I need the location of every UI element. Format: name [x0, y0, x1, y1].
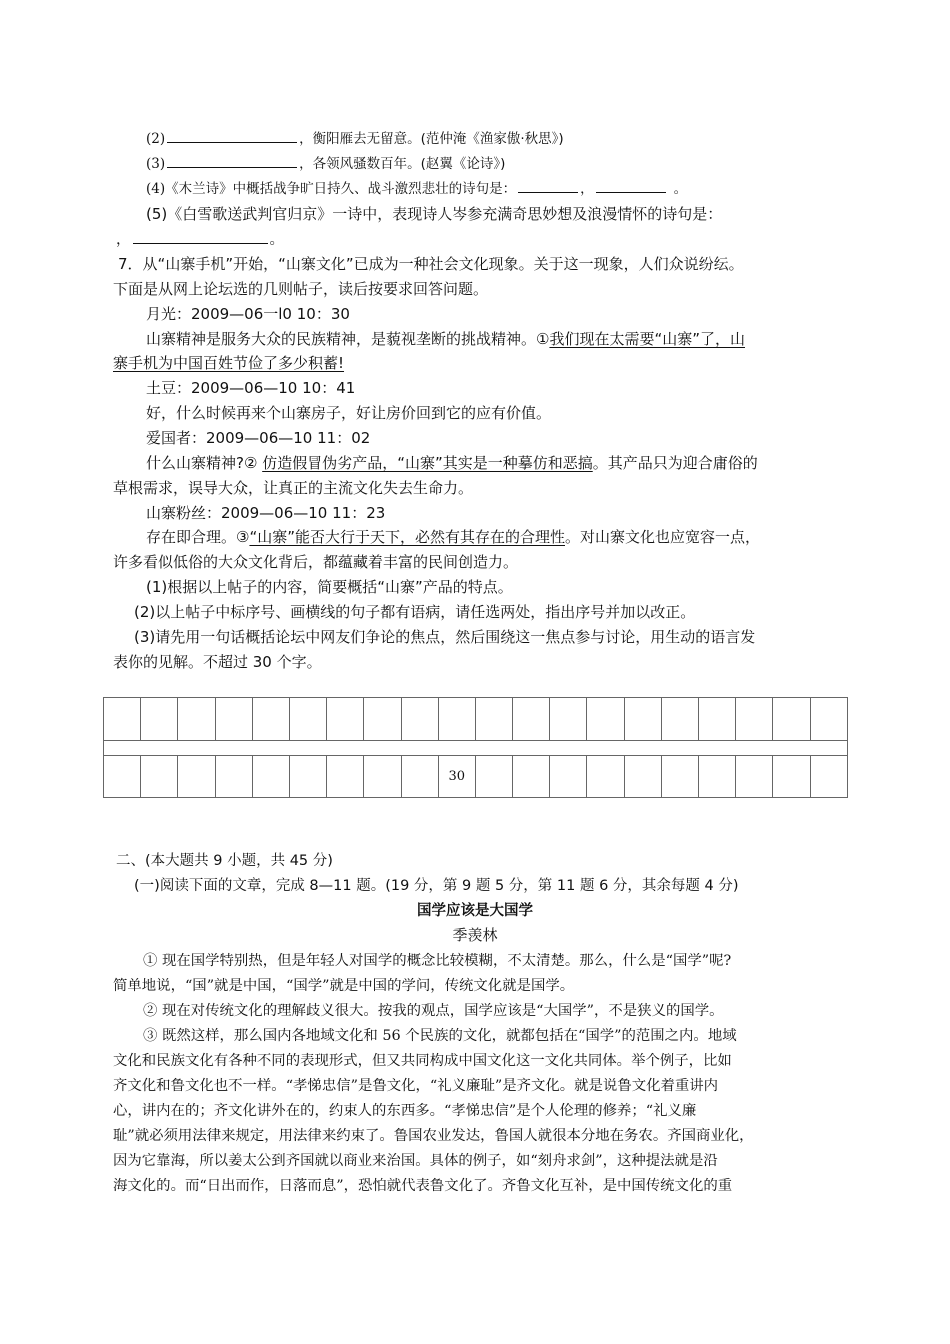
post-2-header: 土豆：2009—06—10 10：41 [146, 379, 356, 397]
grid-cell[interactable] [736, 756, 773, 798]
grid-row-1 [104, 698, 848, 741]
section-2-subheader: (一)阅读下面的文章，完成 8—11 题。(19 分，第 9 题 5 分，第 11 题 6 分，其余每题 4 分) [134, 878, 739, 894]
post-3-body: 什么山寨精神?② 仿造假冒伪劣产品，“山寨”其实是一种摹仿和恶搞。其产品只为迎合庸俗的 [146, 454, 758, 472]
answer-blank[interactable] [596, 178, 666, 193]
post-3-body-cont: 草根需求，误导大众，让真正的主流文化失去生命力。 [113, 479, 474, 497]
post-4-body: 存在即合理。③“山寨”能否大行于天下，必然有其存在的合理性。对山寨文化也应宽容一点， [146, 528, 761, 546]
article-para-3-line-3: 齐文化和鲁文化也不一样。“孝悌忠信”是鲁文化，“礼义廉耻”是齐文化。就是说鲁文化着重讲内 [113, 1078, 719, 1094]
answer-grid [103, 697, 848, 798]
grid-cell[interactable] [104, 756, 141, 798]
grid-cell[interactable] [513, 756, 550, 798]
grid-cell-word-count-mark[interactable]: 30 [438, 756, 475, 798]
article-para-1-cont: 简单地说，“国”就是中国，“国学”就是中国的学问，传统文化就是国学。 [113, 978, 575, 994]
grid-cell[interactable] [252, 698, 289, 741]
article-para-3-line-6: 因为它靠海，所以姜太公到齐国就以商业来治国。具体的例子，如“刻舟求剑”，这种提法就是沿 [113, 1153, 718, 1169]
grid-cell[interactable] [661, 756, 698, 798]
article-author: 季羡林 [452, 926, 498, 944]
section-2-header: 二、(本大题共 9 小题，共 45 分) [116, 853, 333, 869]
grid-cell[interactable] [475, 698, 512, 741]
grid-cell[interactable] [178, 698, 215, 741]
post-4-body-cont: 许多看似低俗的大众文化背后，都蕴藏着丰富的民间创造力。 [113, 553, 519, 571]
answer-blank[interactable] [167, 128, 297, 143]
q6-item-4: (4)《木兰诗》中概括战争旷日持久、战斗激烈悲壮的诗句是： ， 。 [146, 178, 687, 199]
answer-blank[interactable] [518, 178, 578, 193]
grid-cell[interactable] [327, 698, 364, 741]
post-1-body-cont: 寨手机为中国百姓节俭了多少积蓄! [113, 354, 345, 372]
grid-cell[interactable] [773, 756, 810, 798]
q7-intro-line1: 7．从“山寨手机”开始，“山寨文化”已成为一种社会文化现象。关于这一现象，人们众说纷纭。 [118, 255, 744, 273]
q7-subquestion-2: (2)以上帖子中标序号、画横线的句子都有语病，请任选两处，指出序号并加以改正。 [134, 603, 696, 621]
grid-cell[interactable] [699, 756, 736, 798]
q6-item-2: (2) ，衡阳雁去无留意。(范仲淹《渔家傲·秋思》) [146, 128, 564, 149]
grid-cell[interactable] [141, 698, 178, 741]
q7-subquestion-1: (1)根据以上帖子的内容，简要概括“山寨”产品的特点。 [146, 578, 513, 596]
article-para-3-line-2: 文化和民族文化有各种不同的表现形式，但又共同构成中国文化这一文化共同体。举个例子，比如 [113, 1053, 732, 1069]
answer-blank[interactable] [133, 229, 268, 244]
grid-cell[interactable] [475, 756, 512, 798]
q6-item-5-answer: ， 。 [116, 229, 284, 250]
grid-cell[interactable] [736, 698, 773, 741]
q7-intro-line2: 下面是从网上论坛选的几则帖子，读后按要求回答问题。 [113, 280, 489, 298]
grid-cell[interactable] [104, 698, 141, 741]
grid-cell[interactable] [364, 756, 401, 798]
grid-cell[interactable] [438, 698, 475, 741]
grid-cell[interactable] [289, 756, 326, 798]
post-4-header: 山寨粉丝：2009—06—10 11：23 [146, 504, 386, 522]
grid-cell[interactable] [178, 756, 215, 798]
grid-cell[interactable] [289, 698, 326, 741]
grid-cell[interactable] [215, 698, 252, 741]
grid-cell[interactable] [699, 698, 736, 741]
grid-cell[interactable] [364, 698, 401, 741]
post-1-body: 山寨精神是服务大众的民族精神，是藐视垄断的挑战精神。①我们现在太需要“山寨”了，山 [146, 330, 745, 348]
grid-cell[interactable] [252, 756, 289, 798]
article-para-2: ② 现在对传统文化的理解歧义很大。按我的观点，国学应该是“大国学”，不是狭义的国学。 [143, 1003, 724, 1019]
grid-cell[interactable] [141, 756, 178, 798]
grid-cell[interactable] [587, 698, 624, 741]
grid-cell[interactable] [810, 698, 847, 741]
grid-cell[interactable] [587, 756, 624, 798]
q6-item-5: (5)《白雪歌送武判官归京》一诗中，表现诗人岑参充满奇思妙想及浪漫情怀的诗句是： [146, 205, 723, 223]
q7-subquestion-3-cont: 表你的见解。不超过 30 个字。 [113, 653, 322, 671]
q7-subquestion-3: (3)请先用一句话概括论坛中网友们争论的焦点，然后围绕这一焦点参与讨论，用生动的语言发 [134, 628, 756, 646]
grid-cell[interactable] [661, 698, 698, 741]
grid-cell[interactable] [550, 756, 587, 798]
grid-spacer-row [104, 741, 848, 756]
grid-cell[interactable] [401, 698, 438, 741]
grid-cell[interactable] [773, 698, 810, 741]
grid-row-2 [104, 756, 848, 798]
grid-cell[interactable] [327, 756, 364, 798]
grid-cell[interactable] [810, 756, 847, 798]
grid-cell[interactable] [401, 756, 438, 798]
post-3-header: 爱国者：2009—06—10 11：02 [146, 429, 371, 447]
article-title: 国学应该是大国学 [417, 903, 533, 919]
article-para-3: ③ 既然这样，那么国内各地域文化和 56 个民族的文化，就都包括在“国学”的范围之内。地域 [143, 1028, 737, 1044]
grid-cell[interactable] [624, 698, 661, 741]
article-para-3-line-4: 心，讲内在的；齐文化讲外在的，约束人的东西多。“孝悌忠信”是个人伦理的修养；“礼义廉 [113, 1103, 697, 1119]
answer-blank[interactable] [167, 153, 297, 168]
article-para-3-line-5: 耻”就必须用法律来规定，用法律来约束了。鲁国农业发达，鲁国人就很本分地在务农。齐国商业化， [113, 1128, 754, 1144]
grid-cell[interactable] [215, 756, 252, 798]
article-para-1: ① 现在国学特别热，但是年轻人对国学的概念比较模糊，不太清楚。那么，什么是“国学”呢? [143, 953, 732, 969]
grid-cell[interactable] [513, 698, 550, 741]
post-2-body: 好，什么时候再来个山寨房子，好让房价回到它的应有价值。 [146, 404, 552, 422]
article-para-3-line-7: 海文化的。而“日出而作，日落而息”，恐怕就代表鲁文化了。齐鲁文化互补，是中国传统文化的重 [113, 1178, 733, 1194]
q6-item-3: (3) ，各领风骚数百年。(赵翼《论诗》) [146, 153, 505, 174]
grid-spacer [104, 741, 848, 756]
post-1-header: 月光：2009—06一l0 10：30 [146, 305, 350, 323]
grid-cell[interactable] [550, 698, 587, 741]
grid-cell[interactable] [624, 756, 661, 798]
